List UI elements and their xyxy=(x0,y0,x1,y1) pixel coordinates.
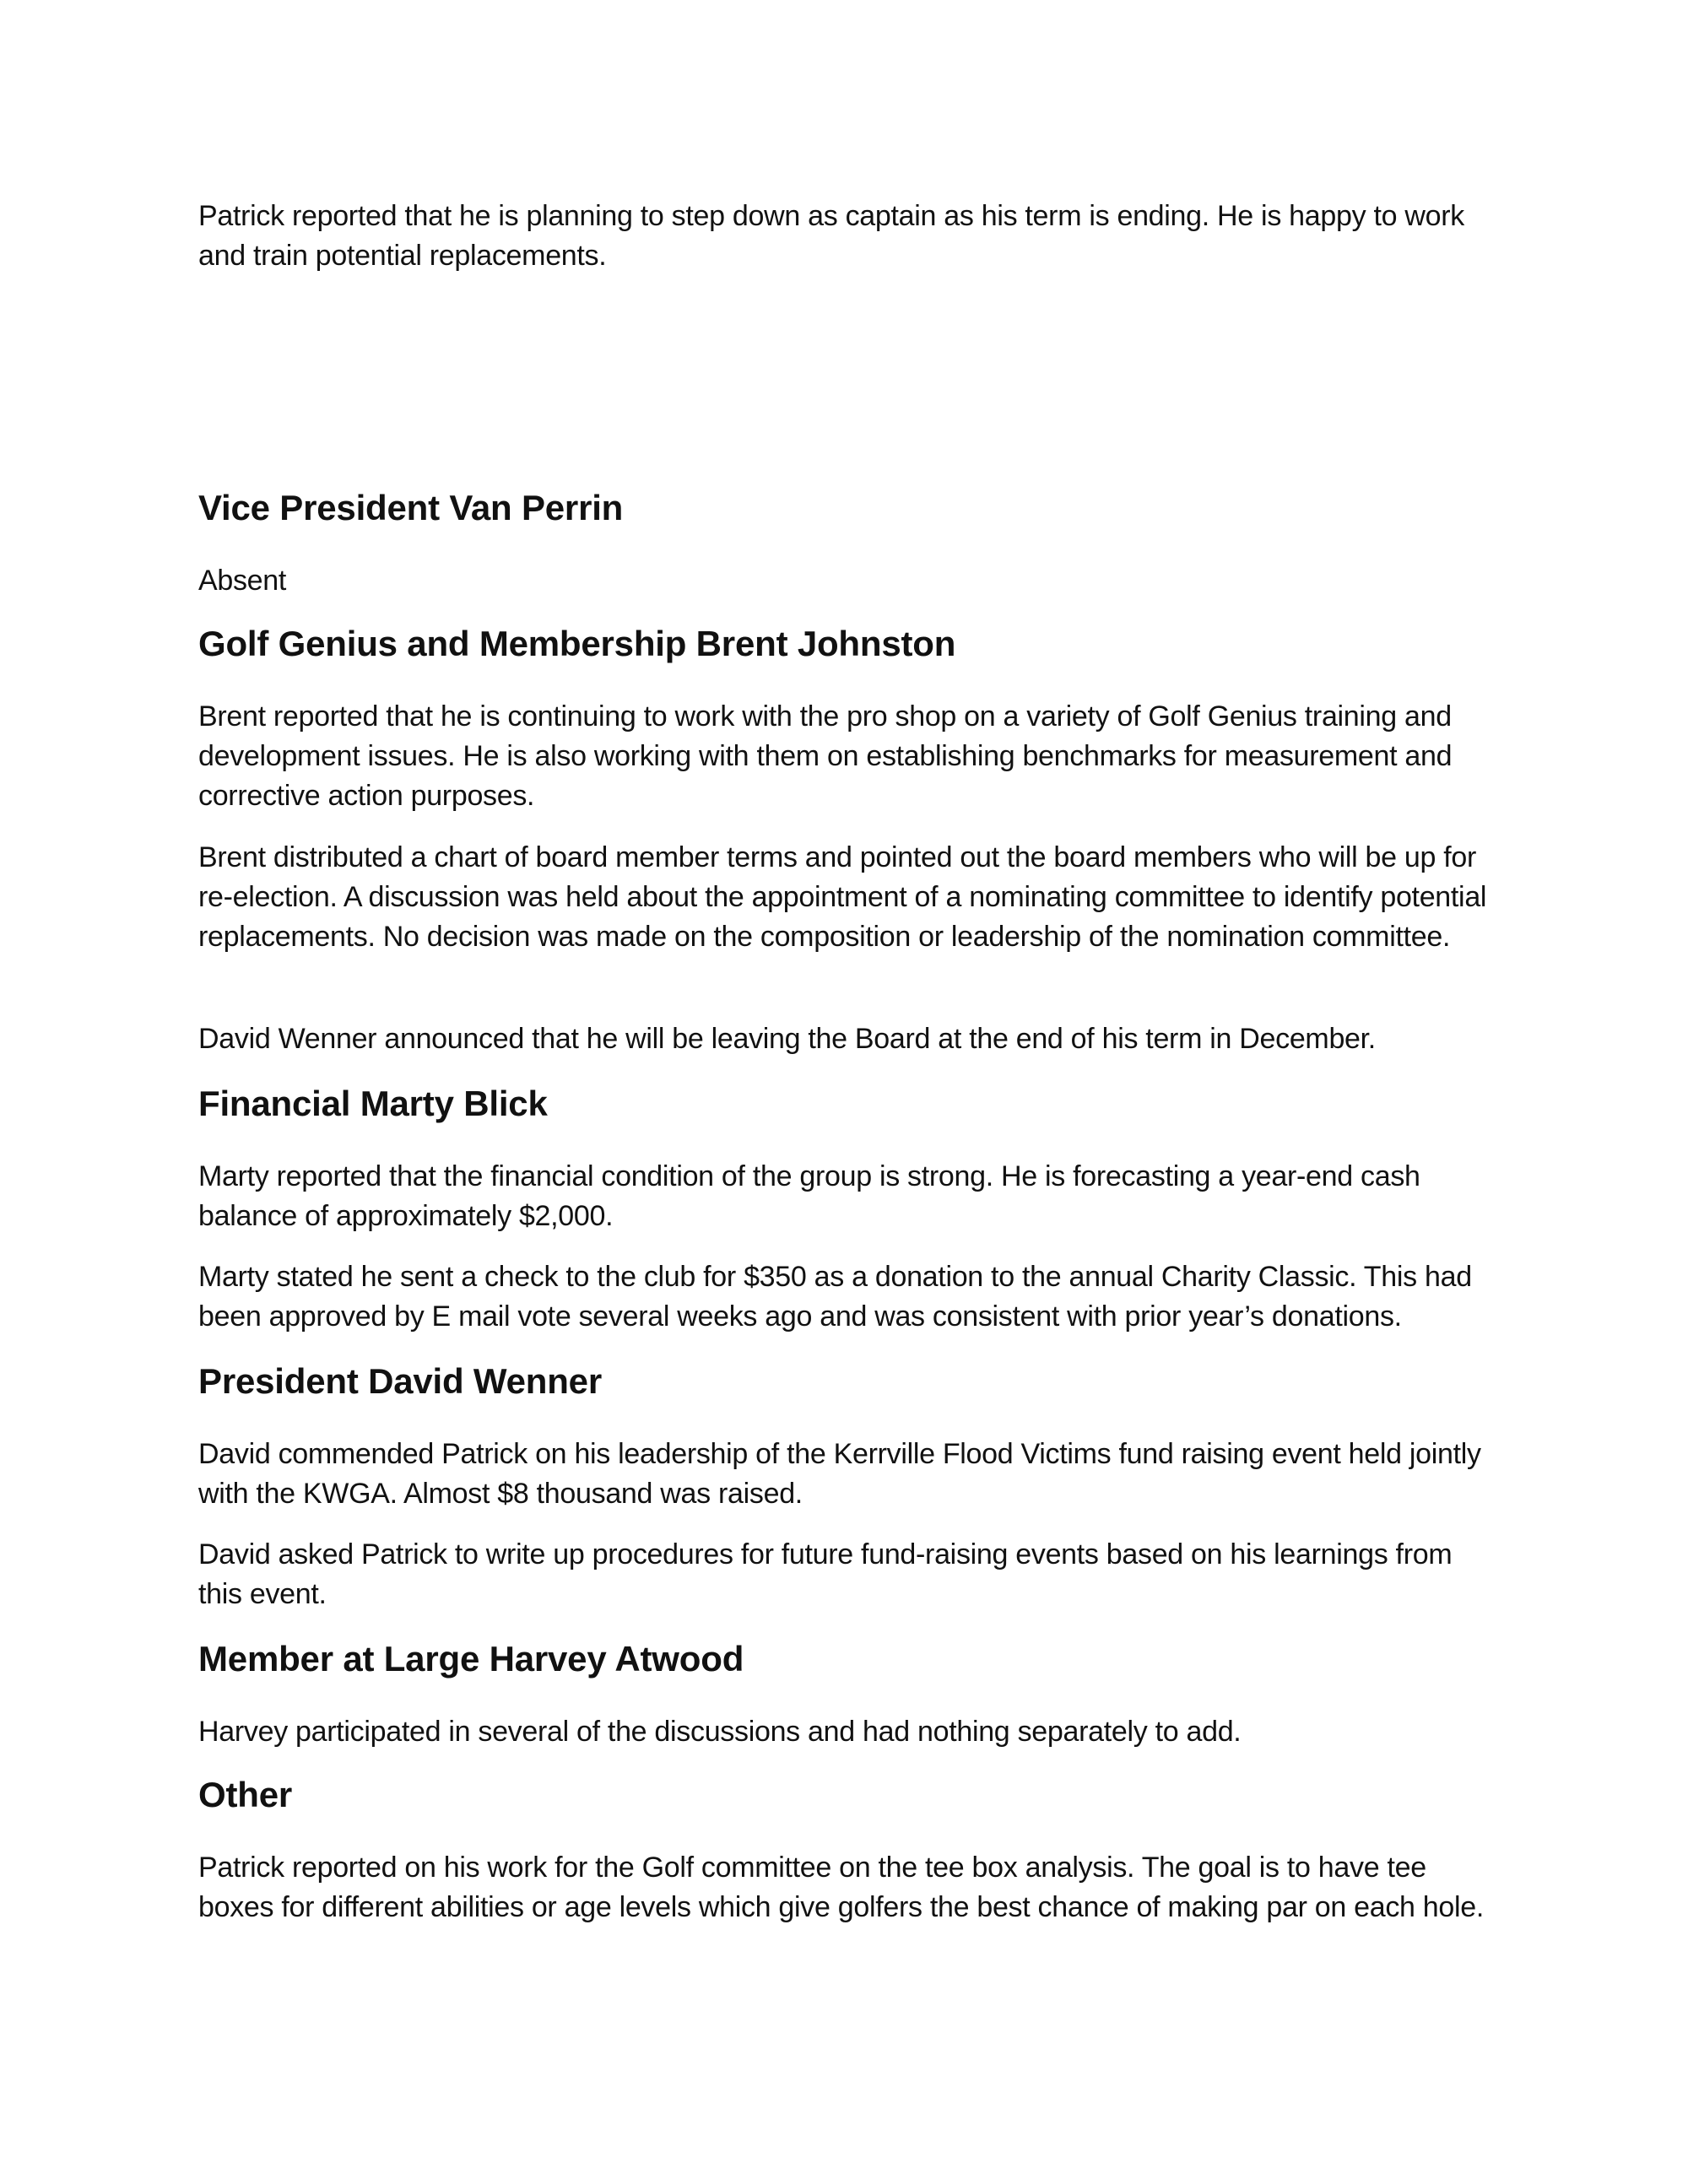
paragraph-flood-victims-event: David commended Patrick on his leadership of the Kerrville Flood Victims fund raising event held jointly with the KWGA. Almost $8 thousand was raised. xyxy=(198,1438,1481,1510)
paragraph-harvey-participation: Harvey participated in several of the discussions and had nothing separately to add. xyxy=(198,1716,1242,1748)
section-heading-member-at-large: Member at Large Harvey Atwood xyxy=(198,1639,744,1679)
paragraph-golf-genius-training: Brent reported that he is continuing to work with the pro shop on a variety of Golf Genius training and development issues. He is also working with them on establishing benchmarks for measurement and corrective action purposes. xyxy=(198,700,1453,812)
paragraph-board-member-terms: Brent distributed a chart of board member terms and pointed out the board members who will be up for re-election. A discussion was held about the appointment of a nominating committee to identify potential replacements. No decision was made on the composition or leadership of the nomination committee. xyxy=(198,841,1487,953)
intro-paragraph: Patrick reported that he is planning to step down as captain as his term is ending. He is happy to work and train potential replacements. xyxy=(198,200,1464,272)
section-heading-vice-president: Vice President Van Perrin xyxy=(198,488,624,527)
section-heading-financial: Financial Marty Blick xyxy=(198,1084,548,1123)
section-heading-president: President David Wenner xyxy=(198,1361,602,1401)
section-heading-other: Other xyxy=(198,1775,293,1814)
paragraph-financial-condition: Marty reported that the financial condition of the group is strong. He is forecasting a year-end cash balance of approximately $2,000. xyxy=(198,1160,1420,1232)
paragraph-david-wenner-leaving: David Wenner announced that he will be leaving the Board at the end of his term in December. xyxy=(198,1023,1376,1055)
paragraph-tee-box-analysis: Patrick reported on his work for the Golf committee on the tee box analysis. The goal is to have tee boxes for different abilities or age levels which give golfers the best chance of making par on each hole. xyxy=(198,1852,1485,1923)
section-heading-golf-genius-membership: Golf Genius and Membership Brent Johnston xyxy=(198,624,956,663)
paragraph-charity-classic-donation: Marty stated he sent a check to the club for $350 as a donation to the annual Charity Classic. This had been approved by E mail vote several weeks ago and was consistent with prior year’s donations. xyxy=(198,1261,1472,1333)
paragraph-vice-president-absent: Absent xyxy=(198,565,287,597)
paragraph-fund-raising-procedures: David asked Patrick to write up procedures for future fund-raising events based on his learnings from this event. xyxy=(198,1538,1453,1610)
